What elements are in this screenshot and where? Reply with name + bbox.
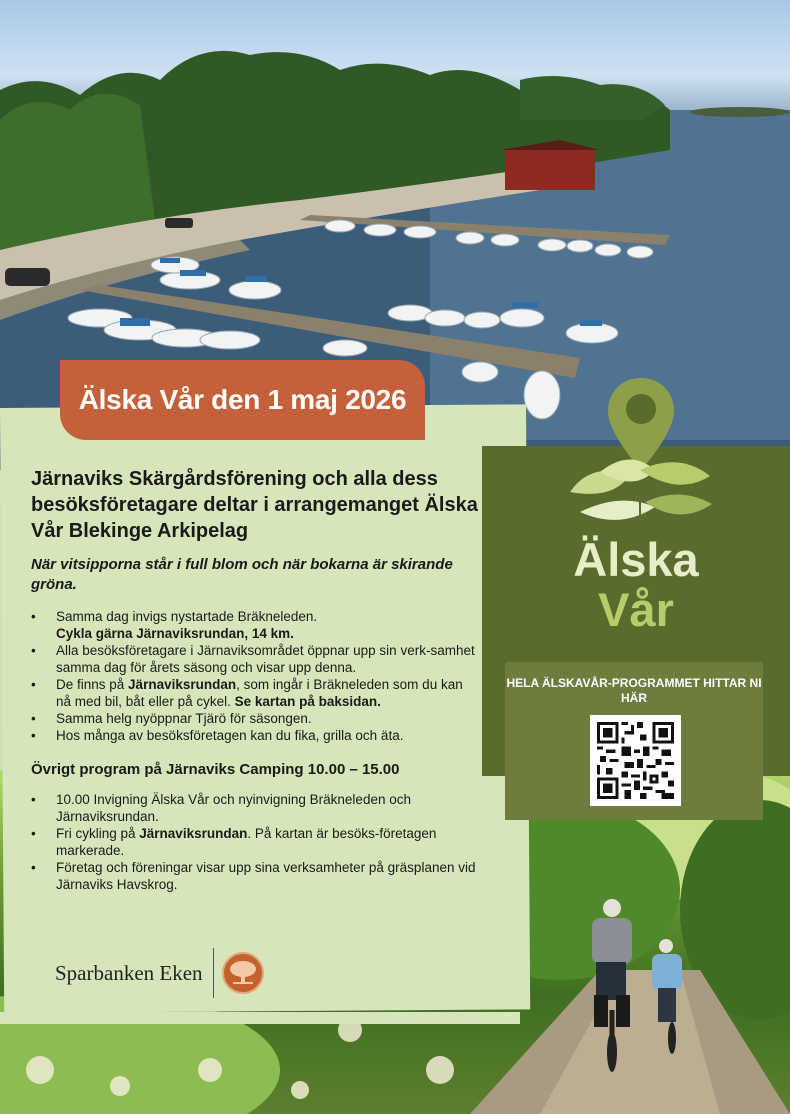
sparbanken-tree-icon [222,952,264,994]
program-list [31,791,481,893]
promo-logo-var: Vår [598,583,674,636]
sponsor-name: Sparbanken Eken [55,960,203,985]
list-item: • Företag och föreningar visar upp sina verksamheter på gräsplanen vid Järnaviks Havskrog. [31,859,481,893]
sponsor-divider [213,948,214,998]
list-item: • De finns på Järnaviksrundan, som ingår i Bräkneleden som du kan nå med bil, båt eller på cykel. Se kartan på baksidan. [31,676,481,710]
program-heading: Övrigt program på Järnaviks Camping 10.00 – 15.00 [31,761,400,778]
subline: När vitsipporna står i full blom och när bokarna är skirande gröna. [31,556,453,593]
list-item: • Samma dag invigs nystartade Bräkneleden. Cykla gärna Järnaviksrundan, 14 km. [31,608,481,642]
list-item: • Samma helg nyöppnar Tjärö för säsongen. [31,710,481,727]
list-item: • Alla besöksföretagare i Järnaviksområdet öppnar upp sin verk-samhet samma dag för årets säsong och visar upp denna. [31,642,481,676]
bullet-list [31,608,481,744]
info-content [31,466,481,893]
info-panel-bottom [0,1012,520,1024]
list-item: • 10.00 Invigning Älska Vår och nyinvigning Bräkneleden och Järnaviksrundan. [31,791,481,825]
list-item: • Hos många av besöksföretagen kan du fika, grilla och äta. [31,727,481,744]
promo-logo-alska: Älska [573,533,699,586]
sponsor [55,948,264,998]
promo-cta-text: HELA ÄLSKAVÅR-PROGRAMMET HITTAR NI HÄR [506,676,762,705]
qr-code[interactable] [590,715,681,806]
leaves-icon [560,452,720,532]
event-title-banner: Älska Vår den 1 maj 2026 [60,360,425,440]
list-item: • Fri cykling på Järnaviksrundan. På kartan är besöks-företagen markerade. [31,825,481,859]
headline: Järnaviks Skärgårdsförening och alla dess besöksföretagare deltar i arrangemanget Älska Vår Blekinge Arkipelag [31,468,478,542]
